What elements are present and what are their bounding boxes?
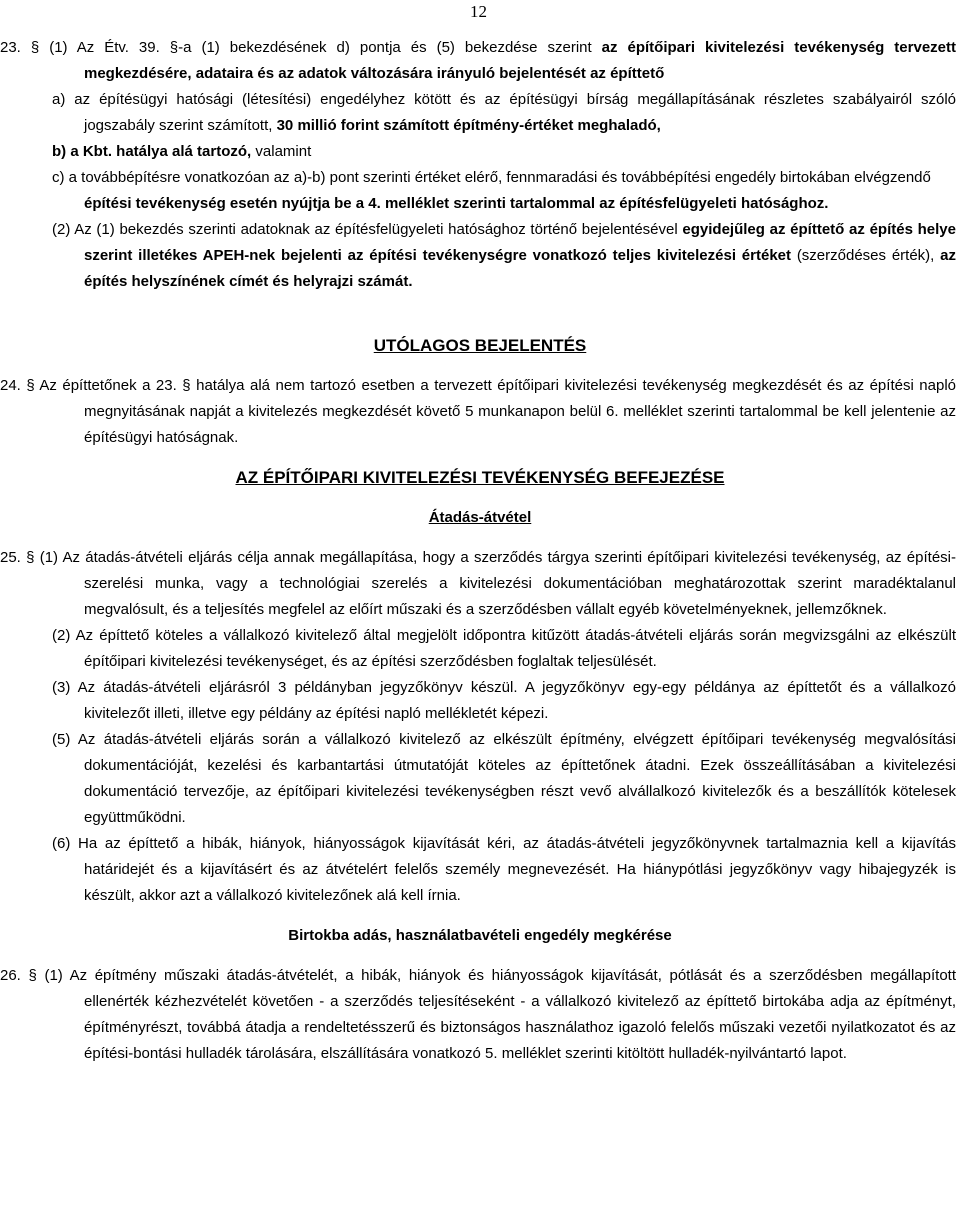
section-23-item-b-bold: b) a Kbt. hatálya alá tartozó,	[52, 143, 252, 160]
section-25-paragraph-2: (2) Az építtető köteles a vállalkozó kivitelező által megjelölt időpontra kitűzött átadás-átvételi eljárás során megvizsgálni az elkészült építőipari kivitelezési tevékenységet, és az építési szerződésben foglaltak teljesülését.	[52, 627, 956, 670]
heading-atadas-atvetel: Átadás-átvétel	[428, 509, 532, 526]
heading-birtokba-adas: Birtokba adás, használatbavételi engedély megkérése	[288, 927, 672, 944]
section-23-lead: 23. § (1) Az Étv. 39. §-a (1) bekezdésének d) pontja és (5) bekezdése szerint	[0, 39, 592, 56]
section-23-p2-lead: (2) Az (1) bekezdés szerinti adatoknak az építésfelügyeleti hatósághoz történő bejelentésével	[52, 221, 678, 238]
section-25-paragraph-5: (5) Az átadás-átvételi eljárás során a vállalkozó kivitelező az elkészült építmény, elvégzett építőipari tevékenység megvalósítási dokumentációját, kezelési és karbantartási útmutatóját köteles az építtetőnek átadni. Ezek összeállításában a kivitelezési dokumentáció tervezője, az építőipari kivitelezési tevékenységben részt vevő alvállalkozó kivitelezők és a beszállítók kötelesek együttműködni.	[52, 731, 956, 826]
section-23-item-c-text: c) a továbbépítésre vonatkozóan az a)-b) pont szerinti értéket elérő, fennmaradási és továbbépítési engedély birtokában elvégzendő	[52, 169, 931, 186]
section-24-paragraph: 24. § Az építtetőnek a 23. § hatálya alá nem tartozó esetben a tervezett építőipari kivitelezési tevékenység megkezdését és az építési napló megnyitásának napját a kivitelezés megkezdését követő 5 munkanapon belül 6. melléklet szerinti tartalommal be kell jelentenie az építésügyi hatóságnak.	[0, 377, 956, 446]
section-23-item-a	[0, 87, 960, 139]
section-23-paragraph-1	[0, 35, 960, 87]
section-23-item-c	[0, 165, 960, 191]
heading-kivitelezes-befejezese: AZ ÉPÍTŐIPARI KIVITELEZÉSI TEVÉKENYSÉG BEFEJEZÉSE	[235, 468, 725, 487]
section-23-lead-bold: az építőipari kivitelezési tevékenység tervezett megkezdésére, adataira és az adatok változására irányuló bejelentését az építtető	[84, 39, 956, 82]
section-23-p2-mid: (szerződéses érték),	[796, 247, 935, 264]
section-23-item-a-text: a) az építésügyi hatósági (létesítési) engedélyhez kötött és az építésügyi bírság megállapításának részletes szabályairól szóló jogszabály szerint számított,	[52, 91, 956, 134]
section-23-paragraph-2	[0, 217, 960, 295]
heading-utolagos-bejelentes: UTÓLAGOS BEJELENTÉS	[373, 336, 587, 355]
page-number: 12	[470, 2, 487, 21]
section-23-closing	[0, 191, 960, 217]
section-25-paragraph-3: (3) Az átadás-átvételi eljárásról 3 példányban jegyzőkönyv készül. A jegyzőkönyv egy-egy példánya az építtetőt és a vállalkozó kivitelezőt illeti, illetve egy példány az építési napló mellékletét képezi.	[52, 679, 956, 722]
document-body	[0, 35, 960, 1067]
section-25-paragraph-6: (6) Ha az építtető a hibák, hiányok, hiányosságok kijavítását kéri, az átadás-átvételi jegyzőkönyvnek tartalmaznia kell a kijavítás határidejét és a kijavításért és az átvételért felelős személy megnevezését. Ha hiánypótlási jegyzőkönyv vagy hibajegyzék is készült, akkor azt a vállalkozó kivitelezőnek alá kell írnia.	[52, 835, 956, 904]
section-23-closing-bold: építési tevékenység esetén nyújtja be a 4. melléklet szerinti tartalommal az építésfelügyeleti hatósághoz.	[84, 195, 829, 212]
section-23-item-b	[0, 139, 960, 165]
section-25-paragraph-1: 25. § (1) Az átadás-átvételi eljárás célja annak megállapítása, hogy a szerződés tárgya szerinti építőipari kivitelezési tevékenység, az építési-szerelési munka, vagy a technológiai szerelés a kivitelezési dokumentációban meghatározottak szerint maradéktalanul megvalósult, és a teljesítés megfelel az előírt műszaki és a szerződésben vállalt egyéb követelményeknek, jellemzőknek.	[0, 549, 956, 618]
section-23-item-a-bold: 30 millió forint számított építmény-értéket meghaladó,	[276, 117, 661, 134]
section-23-p2-bold-1: egyidejűleg az építtető az építés helye szerint illetékes APEH-nek bejelenti az építési tevékenységre vonatkozó teljes kivitelezési értéket	[84, 221, 956, 264]
section-23-p2-bold-2: az építés helyszínének címét és helyrajzi számát.	[84, 247, 956, 290]
section-23-item-b-text: valamint	[255, 143, 312, 160]
section-26-paragraph-1: 26. § (1) Az építmény műszaki átadás-átvételét, a hibák, hiányok és hiányosságok kijavítását, pótlását és a szerződésben megállapított ellenérték kézhezvételét követően - a szerződés teljesítéseként - a vállalkozó kivitelező az építtető birtokába adja az építményt, építményrészt, továbbá átadja a rendeltetésszerű és biztonságos használathoz igazoló felelős műszaki vezetői nyilatkozatot és az építési-bontási hulladék tárolására, elszállítására vonatkozó 5. melléklet szerinti kitöltött hulladék-nyilvántartó lapot.	[0, 967, 956, 1062]
